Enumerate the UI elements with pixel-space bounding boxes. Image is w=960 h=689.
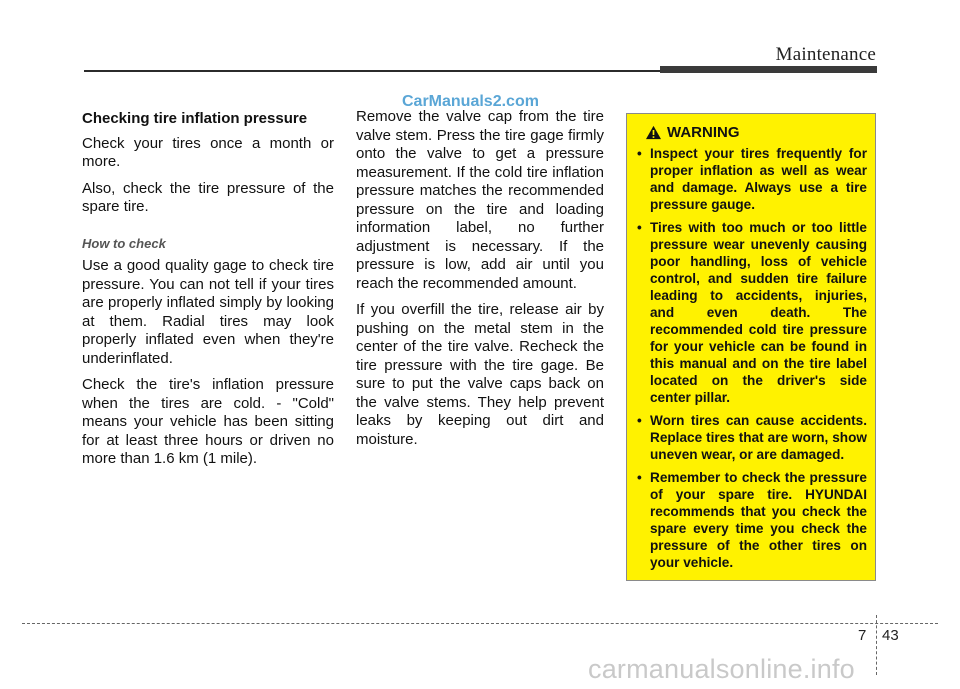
warning-triangle-icon	[645, 125, 662, 140]
subheading: How to check	[82, 235, 166, 251]
warning-item: • Tires with too much or too little pressure wear unevenly causing poor handling, loss of vehicle control, and sudden tire failure leading to accidents, injuries, and even death. The recommended cold tire pressure for your vehicle can be found in this manual and on the tire label located on the driver's side center pillar.	[637, 219, 867, 406]
warning-item: • Remember to check the pressure of your spare tire. HYUNDAI recommends that you check the spare every time you check the pressure of the other tires on your vehicle.	[637, 469, 867, 571]
left-column	[82, 110, 334, 477]
warning-list	[637, 145, 867, 571]
footer-dashed-rule	[22, 623, 938, 624]
paragraph: Also, check the tire pressure of the spare tire.	[82, 179, 334, 215]
warning-item: • Worn tires can cause accidents. Replace tires that are worn, show uneven wear, or are damaged.	[637, 412, 867, 463]
paragraph: Check your tires once a month or more.	[82, 134, 334, 170]
header-rule-thick	[660, 66, 877, 73]
paragraph: Use a good quality gage to check tire pressure. You can not tell if your tires are properly inflated simply by looking at them. Radial tires may look properly inflated even when they're underinflated.	[82, 257, 334, 367]
warning-title: WARNING	[667, 124, 740, 141]
middle-column	[356, 108, 604, 457]
section-heading: Checking tire inflation pressure	[82, 110, 308, 127]
footer-vertical-rule	[876, 615, 877, 675]
warning-header	[645, 124, 867, 141]
paragraph: Check the tire's inflation pressure when the tires are cold. - "Cold" means your vehicle has been sitting for at least three hours or driven no more than 1.6 km (1 mile).	[82, 376, 334, 467]
warning-box	[626, 113, 876, 581]
footer-page-number: 43	[882, 627, 899, 644]
paragraph: If you overfill the tire, release air by pushing on the metal stem in the center of the tire valve. Recheck the tire pressure with the tire gage. Be sure to put the valve caps back on the valve stems. They help prevent leaks by keeping out dirt and moisture.	[356, 301, 604, 448]
warning-item: • Inspect your tires frequently for proper inflation as well as wear and damage. Always use a tire pressure gauge.	[637, 145, 867, 213]
header-rule-thin	[84, 70, 664, 72]
paragraph: Remove the valve cap from the tire valve stem. Press the tire gage firmly onto the valve to get a pressure measurement. If the cold tire inflation pressure matches the recommended pressure on the tire and loading information label, no further adjustment is necessary. If the pressure is low, add air until you reach the recommended amount.	[356, 108, 604, 292]
watermark-top: CarManuals2.com	[402, 93, 539, 110]
watermark-bottom: carmanualsonline.info	[588, 654, 855, 684]
page-header-title: Maintenance	[775, 44, 876, 65]
footer-chapter-number: 7	[858, 627, 867, 644]
